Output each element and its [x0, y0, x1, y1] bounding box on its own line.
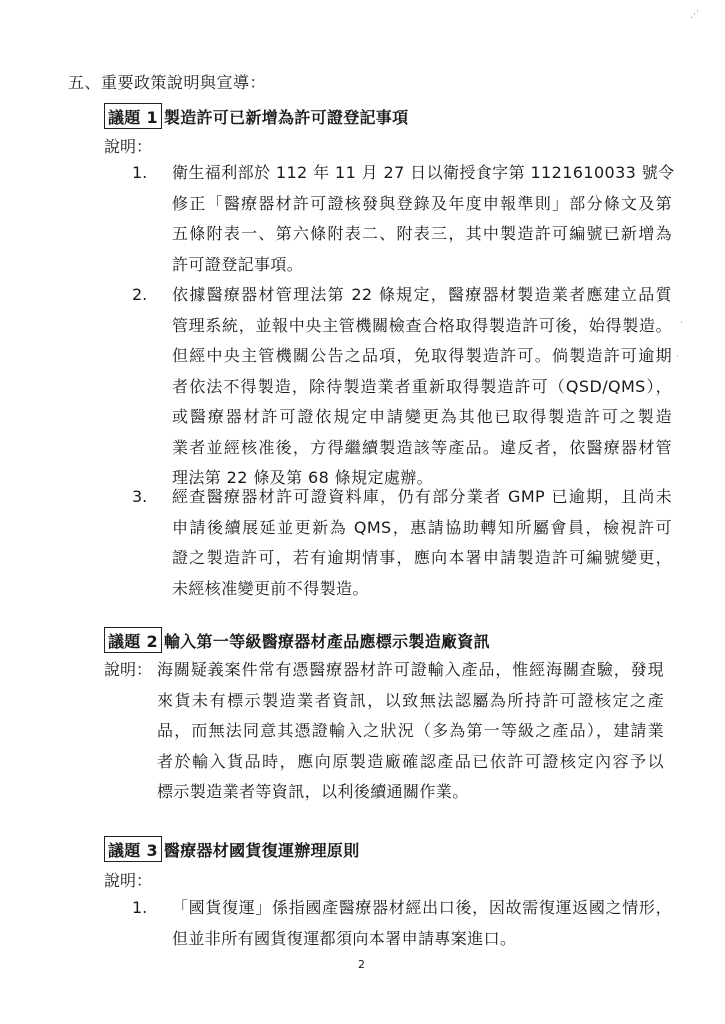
item-line: 但並非所有國貨復運都須向本署申請專案進口。 [172, 928, 517, 948]
item-line: 五條附表一、第六條附表二、附表三，其中製造許可編號已新增為 [172, 224, 672, 243]
scan-speck: ⋅ [676, 352, 679, 362]
item-line: 管理系統，並報中央主管機關檢查合格取得製造許可後，始得製造。 [172, 315, 672, 335]
agenda-3-tag: 議題 3 [104, 836, 162, 862]
item-line: 或醫療器材許可證依規定申請變更為其他已取得製造許可之製造 [172, 407, 672, 426]
item-number: 1. [132, 898, 148, 917]
item-line: 證之製造許可，若有逾期情事，應向本署申請製造許可編號變更， [172, 548, 672, 567]
agenda-2-heading [104, 627, 490, 653]
page-number: 2 [358, 958, 365, 971]
agenda-2-tag: 議題 2 [104, 627, 162, 653]
desc-line: 來貨未有標示製造業者資訊，以致無法認屬為所持許可證核定之產 [157, 690, 664, 710]
item-number: 3. [132, 487, 148, 506]
item-line: 經查醫療器材許可證資料庫，仍有部分業者 GMP 已逾期，且尚未 [172, 487, 672, 506]
agenda-1-title: 製造許可已新增為許可證登記事項 [163, 108, 409, 127]
section-heading: 五、重要政策說明與宣導： [68, 73, 267, 92]
item-line: 但經中央主管機關公告之品項，免取得製造許可。倘製造許可逾期 [172, 346, 672, 365]
item-line: 者依法不得製造，除待製造業者重新取得製造許可（QSD/QMS）， [172, 376, 672, 396]
desc-line: 者於輸入貨品時，應向原製造廠確認產品已依許可證核定內容予以 [157, 751, 664, 771]
item-line: 業者並經核准後，方得繼續製造該等產品。違反者，依醫療器材管 [172, 437, 672, 457]
agenda-3-title: 醫療器材國貨復運辦理原則 [163, 841, 360, 860]
agenda-1-desc-label: 說明： [104, 137, 153, 156]
item-number: 2. [132, 285, 148, 304]
agenda-3-heading [104, 836, 360, 862]
item-line: 理法第 22 條及第 68 條規定處辦。 [172, 468, 434, 487]
item-line: 未經核准變更前不得製造。 [172, 578, 369, 598]
agenda-3-desc-label: 說明： [104, 871, 153, 890]
item-line: 依據醫療器材管理法第 22 條規定，醫療器材製造業者應建立品質 [172, 285, 672, 304]
item-line: 衛生福利部於 112 年 11 月 27 日以衛授食字第 1121610033 號令 [172, 163, 675, 182]
item-line: 申請後續展延並更新為 QMS，惠請協助轉知所屬會員，檢視許可 [172, 517, 672, 537]
scan-speck: ⋅ [680, 318, 683, 328]
item-line: 修正「醫療器材許可證核發與登錄及年度申報準則」部分條文及第 [172, 193, 672, 213]
item-number: 1. [132, 163, 148, 182]
agenda-1-tag: 議題 1 [104, 103, 162, 129]
desc-line: 海關疑義案件常有憑醫療器材許可證輸入產品，惟經海關查驗，發現 [157, 660, 664, 679]
agenda-2-desc-label: 說明： [104, 660, 153, 679]
scan-speck: ⋰ [690, 10, 699, 20]
agenda-1-heading [104, 103, 408, 129]
desc-line: 品，而無法同意其憑證輸入之狀況（多為第一等級之產品），建請業 [157, 721, 664, 740]
item-line: 許可證登記事項。 [172, 254, 304, 274]
desc-line: 標示製造業者等資訊，以利後續通關作業。 [157, 782, 469, 801]
agenda-2-title: 輸入第一等級醫療器材產品應標示製造廠資訊 [163, 632, 490, 651]
item-line: 「國貨復運」係指國產醫療器材經出口後，因故需復運返國之情形， [172, 898, 672, 917]
